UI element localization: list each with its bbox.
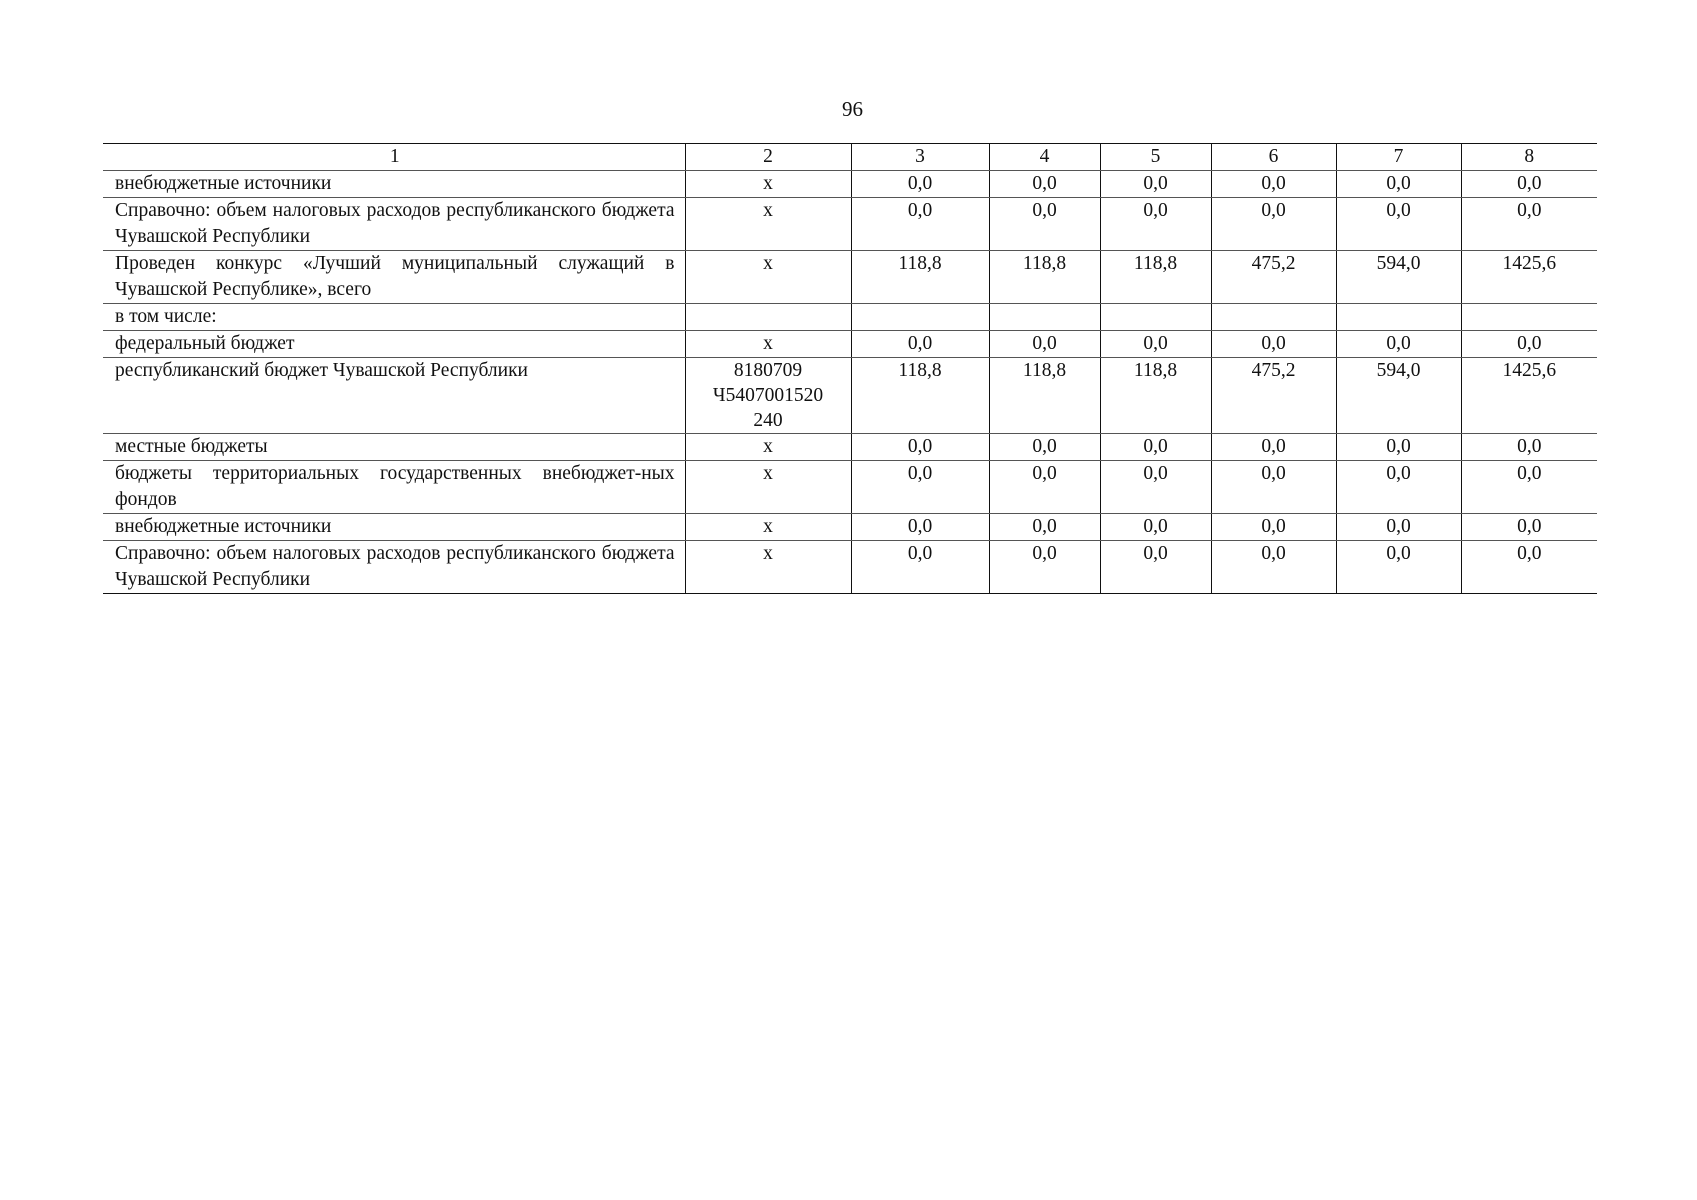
row-label-cell: внебюджетные источники [103, 171, 685, 198]
value-cell-col-8: 1425,6 [1461, 358, 1597, 434]
table-row [103, 514, 1597, 541]
value-cell-col-7: 0,0 [1336, 541, 1461, 594]
value-cell-col-5: 0,0 [1100, 541, 1211, 594]
value-cell-col-5: 0,0 [1100, 514, 1211, 541]
value-cell-col-4 [989, 304, 1100, 331]
value-cell-col-5: 0,0 [1100, 461, 1211, 514]
header-cell-6: 6 [1211, 144, 1336, 171]
value-cell-col-4: 118,8 [989, 358, 1100, 434]
value-cell-col-4: 0,0 [989, 198, 1100, 251]
row-label-cell: Справочно: объем налоговых расходов республиканского бюджета Чувашской Республики [103, 198, 685, 251]
row-label-cell: внебюджетные источники [103, 514, 685, 541]
value-cell-col-7 [1336, 304, 1461, 331]
value-cell-col-5: 0,0 [1100, 198, 1211, 251]
header-cell-8: 8 [1461, 144, 1597, 171]
value-cell-col-3: 0,0 [851, 331, 989, 358]
table-row [103, 358, 1597, 434]
value-cell-col-3: 0,0 [851, 461, 989, 514]
budget-code-cell: х [685, 461, 851, 514]
header-cell-1: 1 [103, 144, 685, 171]
value-cell-col-4: 0,0 [989, 331, 1100, 358]
value-cell-col-8: 0,0 [1461, 461, 1597, 514]
value-cell-col-8: 0,0 [1461, 171, 1597, 198]
value-cell-col-6: 475,2 [1211, 251, 1336, 304]
value-cell-col-7: 0,0 [1336, 331, 1461, 358]
value-cell-col-8: 0,0 [1461, 434, 1597, 461]
table-row [103, 434, 1597, 461]
value-cell-col-6: 0,0 [1211, 541, 1336, 594]
row-label-cell: республиканский бюджет Чувашской Республики [103, 358, 685, 434]
value-cell-col-7: 0,0 [1336, 461, 1461, 514]
row-label-cell: Справочно: объем налоговых расходов республиканского бюджета Чувашской Республики [103, 541, 685, 594]
table-row [103, 251, 1597, 304]
table-row [103, 304, 1597, 331]
value-cell-col-6: 475,2 [1211, 358, 1336, 434]
budget-code-cell: х [685, 434, 851, 461]
budget-code-cell: х [685, 514, 851, 541]
header-cell-7: 7 [1336, 144, 1461, 171]
value-cell-col-6: 0,0 [1211, 171, 1336, 198]
value-cell-col-7: 594,0 [1336, 358, 1461, 434]
value-cell-col-3: 118,8 [851, 251, 989, 304]
value-cell-col-4: 0,0 [989, 434, 1100, 461]
table-row [103, 541, 1597, 594]
value-cell-col-6: 0,0 [1211, 434, 1336, 461]
value-cell-col-3: 0,0 [851, 434, 989, 461]
value-cell-col-8: 0,0 [1461, 198, 1597, 251]
header-cell-5: 5 [1100, 144, 1211, 171]
value-cell-col-4: 118,8 [989, 251, 1100, 304]
row-label-cell: в том числе: [103, 304, 685, 331]
value-cell-col-5 [1100, 304, 1211, 331]
value-cell-col-3: 0,0 [851, 514, 989, 541]
value-cell-col-8: 1425,6 [1461, 251, 1597, 304]
value-cell-col-4: 0,0 [989, 541, 1100, 594]
value-cell-col-4: 0,0 [989, 514, 1100, 541]
page-number-text: 96 [842, 97, 863, 121]
value-cell-col-3 [851, 304, 989, 331]
row-label-cell: бюджеты территориальных государственных внебюджет-ных фондов [103, 461, 685, 514]
value-cell-col-6: 0,0 [1211, 198, 1336, 251]
value-cell-col-7: 0,0 [1336, 434, 1461, 461]
value-cell-col-6: 0,0 [1211, 461, 1336, 514]
value-cell-col-4: 0,0 [989, 171, 1100, 198]
row-label-cell: Проведен конкурс «Лучший муниципальный служащий в Чувашской Республике», всего [103, 251, 685, 304]
table-row [103, 461, 1597, 514]
value-cell-col-3: 0,0 [851, 541, 989, 594]
budget-code-cell: х [685, 171, 851, 198]
budget-code-cell: х [685, 331, 851, 358]
value-cell-col-6: 0,0 [1211, 331, 1336, 358]
header-cell-2: 2 [685, 144, 851, 171]
value-cell-col-7: 0,0 [1336, 514, 1461, 541]
value-cell-col-3: 0,0 [851, 198, 989, 251]
value-cell-col-6: 0,0 [1211, 514, 1336, 541]
table-body [103, 144, 1597, 594]
budget-table [103, 143, 1597, 594]
value-cell-col-8 [1461, 304, 1597, 331]
value-cell-col-6 [1211, 304, 1336, 331]
value-cell-col-7: 594,0 [1336, 251, 1461, 304]
value-cell-col-5: 118,8 [1100, 251, 1211, 304]
page-number [0, 96, 1697, 122]
value-cell-col-7: 0,0 [1336, 198, 1461, 251]
value-cell-col-8: 0,0 [1461, 541, 1597, 594]
budget-code-cell: х [685, 251, 851, 304]
table-row [103, 171, 1597, 198]
value-cell-col-5: 118,8 [1100, 358, 1211, 434]
value-cell-col-4: 0,0 [989, 461, 1100, 514]
row-label-cell: федеральный бюджет [103, 331, 685, 358]
budget-code-cell [685, 304, 851, 331]
value-cell-col-5: 0,0 [1100, 331, 1211, 358]
table-header-row [103, 144, 1597, 171]
budget-code-cell: х [685, 198, 851, 251]
table-row [103, 198, 1597, 251]
header-cell-3: 3 [851, 144, 989, 171]
table-row [103, 331, 1597, 358]
value-cell-col-5: 0,0 [1100, 434, 1211, 461]
budget-code-cell: 8180709 Ч5407001520 240 [685, 358, 851, 434]
value-cell-col-8: 0,0 [1461, 514, 1597, 541]
value-cell-col-3: 118,8 [851, 358, 989, 434]
value-cell-col-8: 0,0 [1461, 331, 1597, 358]
value-cell-col-3: 0,0 [851, 171, 989, 198]
budget-code-cell: х [685, 541, 851, 594]
value-cell-col-5: 0,0 [1100, 171, 1211, 198]
row-label-cell: местные бюджеты [103, 434, 685, 461]
value-cell-col-7: 0,0 [1336, 171, 1461, 198]
header-cell-4: 4 [989, 144, 1100, 171]
